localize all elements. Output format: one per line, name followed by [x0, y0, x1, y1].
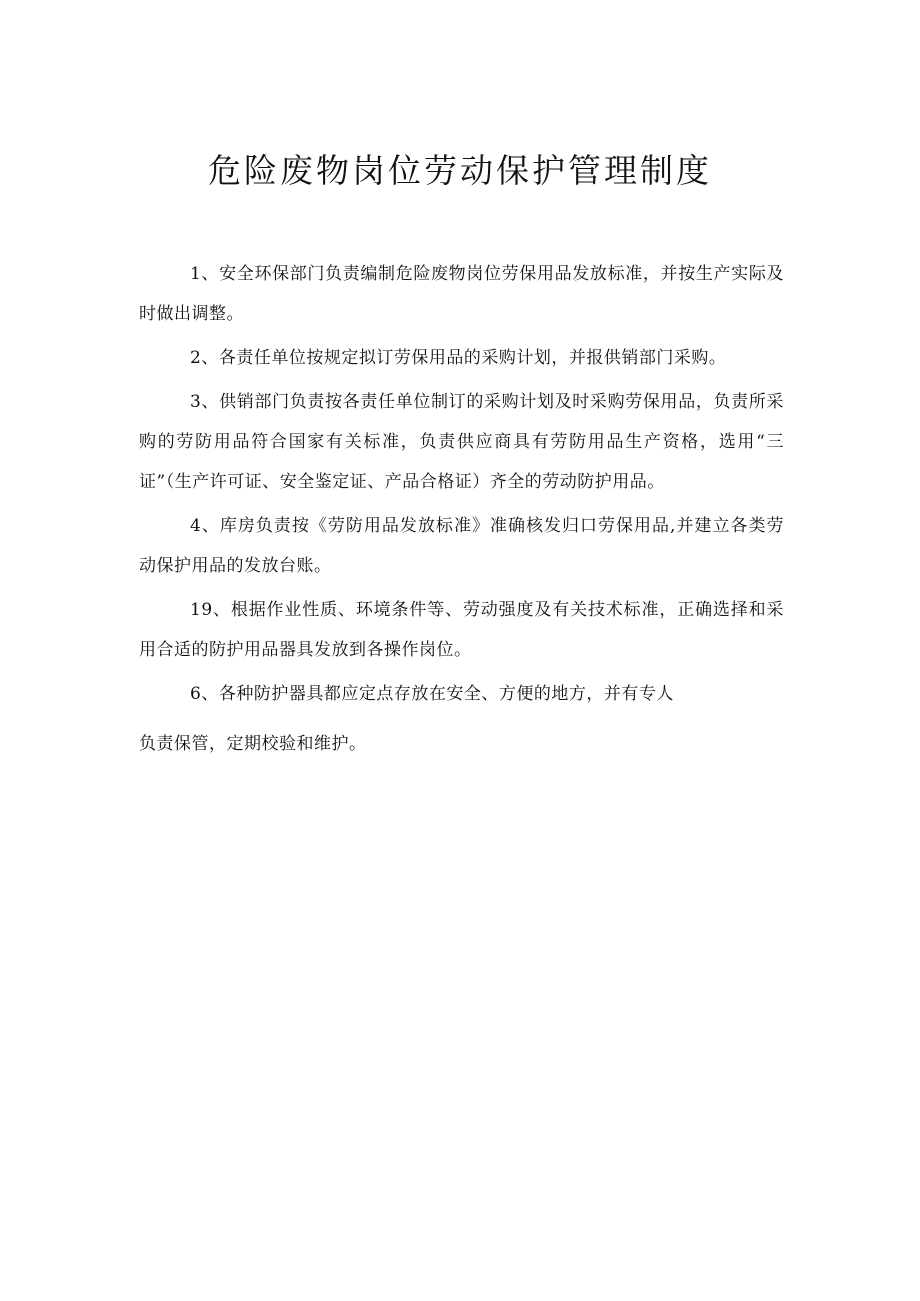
paragraph-1: 1、安全环保部门负责编制危险废物岗位劳保用品发放标准，并按生产实际及时做出调整。 — [139, 264, 784, 324]
paragraph-2: 2、各责任单位按规定拟订劳保用品的采购计划，并报供销部门采购。 — [190, 348, 727, 368]
document-body — [139, 254, 784, 764]
paragraph-3: 3、供销部门负责按各责任单位制订的采购计划及时采购劳保用品，负责所采购的劳防用品符合国家有关标准，负责供应商具有劳防用品生产资格，选用“三证”（生产许可证、安全鉴定证、产品合格证）齐全的劳动防护用品。 — [139, 392, 784, 492]
paragraph-6 — [139, 674, 784, 764]
paragraph-6-line-1: 6、各种防护器具都应定点存放在安全、方便的地方，并有专人 — [190, 684, 674, 704]
paragraph-4: 4、库房负责按《劳防用品发放标准》准确核发归口劳保用品,并建立各类劳动保护用品的发放台账。 — [139, 516, 784, 576]
document-title: 危险废物岗位劳动保护管理制度 — [208, 151, 712, 190]
paragraph-6-line-2: 负责保管，定期校验和维护。 — [139, 734, 367, 754]
paragraph-5: 19、根据作业性质、环境条件等、劳动强度及有关技术标准，正确选择和采用合适的防护用品器具发放到各操作岗位。 — [139, 600, 784, 660]
